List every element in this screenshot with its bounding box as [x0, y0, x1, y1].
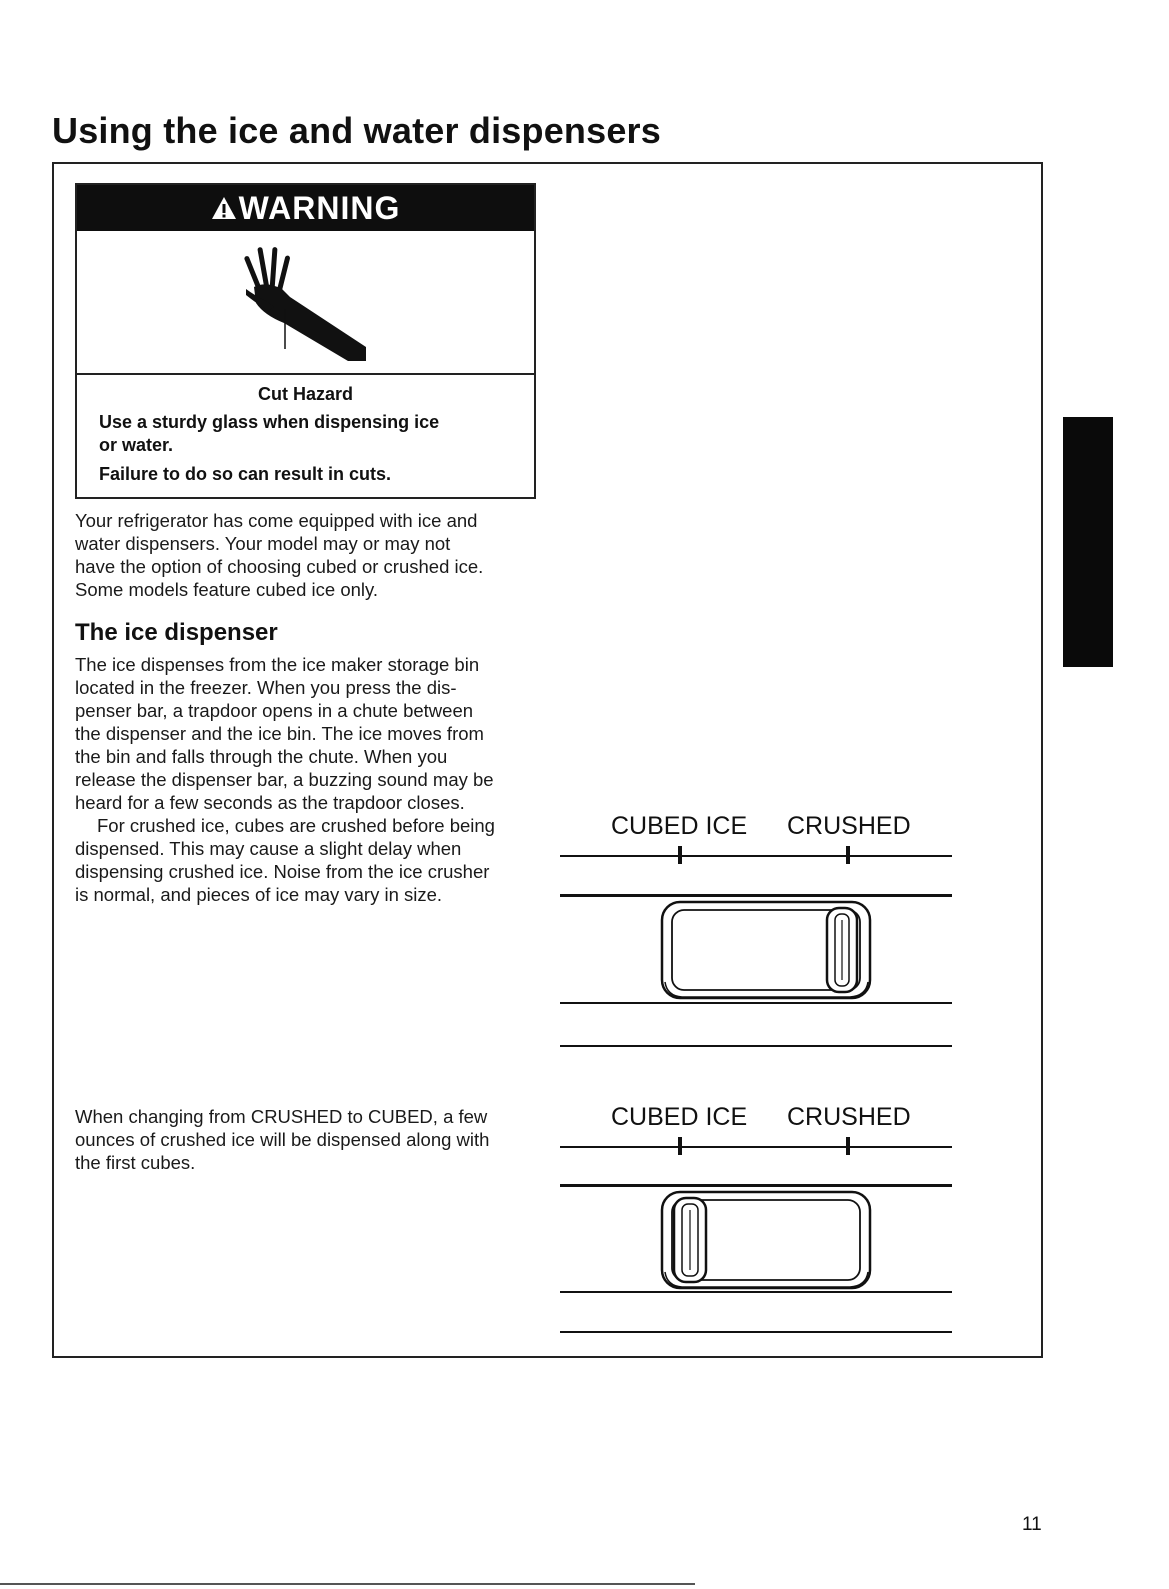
paragraph-line: dispensing crushed ice. Noise from the ice crusher: [75, 861, 490, 882]
cubed-tick: [678, 1137, 682, 1155]
panel-bottom-line: [560, 1291, 952, 1293]
changing-note: [75, 1105, 489, 1174]
paragraph-line: penser bar, a trapdoor opens in a chute between: [75, 700, 474, 721]
paragraph-line: is normal, and pieces of ice may vary in size.: [75, 884, 443, 905]
ice-dispenser-paragraph-2: [75, 814, 495, 906]
crushed-label: CRUSHED: [787, 812, 911, 840]
intro-paragraph: [75, 509, 483, 601]
warning-divider: [77, 373, 534, 375]
intro-line: water dispensers. Your model may or may not: [75, 533, 451, 554]
cubed-ice-label: CUBED ICE: [611, 812, 748, 840]
ice-dispenser-heading: The ice dispenser: [75, 619, 278, 646]
warning-banner: [77, 185, 534, 231]
panel-top-line: [560, 1184, 952, 1187]
selector-knob: [674, 1198, 706, 1282]
intro-line: Your refrigerator has come equipped with ice and: [75, 510, 478, 531]
paragraph-line: release the dispenser bar, a buzzing sound may be: [75, 769, 494, 790]
selector-knob: [827, 908, 857, 992]
paragraph-line: For crushed ice, cubes are crushed before being: [97, 815, 495, 836]
warning-consequence: Failure to do so can result in cuts.: [99, 464, 392, 484]
warning-box: [75, 183, 536, 499]
panel-bottom-line: [560, 1002, 952, 1004]
ice-dispenser-paragraph-1: [75, 653, 494, 814]
paragraph-line: the first cubes.: [75, 1152, 196, 1173]
cubed-ice-label: CUBED ICE: [611, 1103, 748, 1131]
separator-line: [560, 1331, 952, 1333]
alert-triangle-icon: [211, 196, 237, 220]
paragraph-line: dispensed. This may cause a slight delay when: [75, 838, 462, 859]
indicator-line: [560, 1146, 952, 1148]
crushed-tick: [846, 846, 850, 864]
intro-line: have the option of choosing cubed or crushed ice.: [75, 556, 484, 577]
paragraph-line: the bin and falls through the chute. When you: [75, 746, 448, 767]
panel-top-line: [560, 894, 952, 897]
crushed-label: CRUSHED: [787, 1103, 911, 1131]
crushed-tick: [846, 1137, 850, 1155]
paragraph-line: ounces of crushed ice will be dispensed along with: [75, 1129, 490, 1150]
page-title: Using the ice and water dispensers: [52, 110, 661, 151]
indicator-line: [560, 855, 952, 857]
warning-banner-label: WARNING: [238, 189, 401, 226]
page-number: 11: [1022, 1514, 1042, 1535]
warning-instruction-line1: Use a sturdy glass when dispensing ice: [99, 412, 440, 432]
warning-instruction-line2: or water.: [99, 435, 174, 455]
bottom-rule: [0, 1583, 695, 1585]
selector-switch: [660, 900, 874, 1002]
selector-switch: [660, 1190, 874, 1292]
cubed-tick: [678, 846, 682, 864]
paragraph-line: heard for a few seconds as the trapdoor closes.: [75, 792, 465, 813]
hazard-title: Cut Hazard: [257, 384, 353, 404]
paragraph-line: The ice dispenses from the ice maker storage bin: [75, 654, 480, 675]
intro-line: Some models feature cubed ice only.: [75, 579, 379, 600]
paragraph-line: When changing from CRUSHED to CUBED, a few: [75, 1106, 488, 1127]
section-thumb-tab: [1063, 417, 1113, 667]
cut-hand-icon: [244, 237, 374, 362]
paragraph-line: located in the freezer. When you press the dis-: [75, 677, 457, 698]
paragraph-line: the dispenser and the ice bin. The ice moves from: [75, 723, 484, 744]
separator-line: [560, 1045, 952, 1047]
